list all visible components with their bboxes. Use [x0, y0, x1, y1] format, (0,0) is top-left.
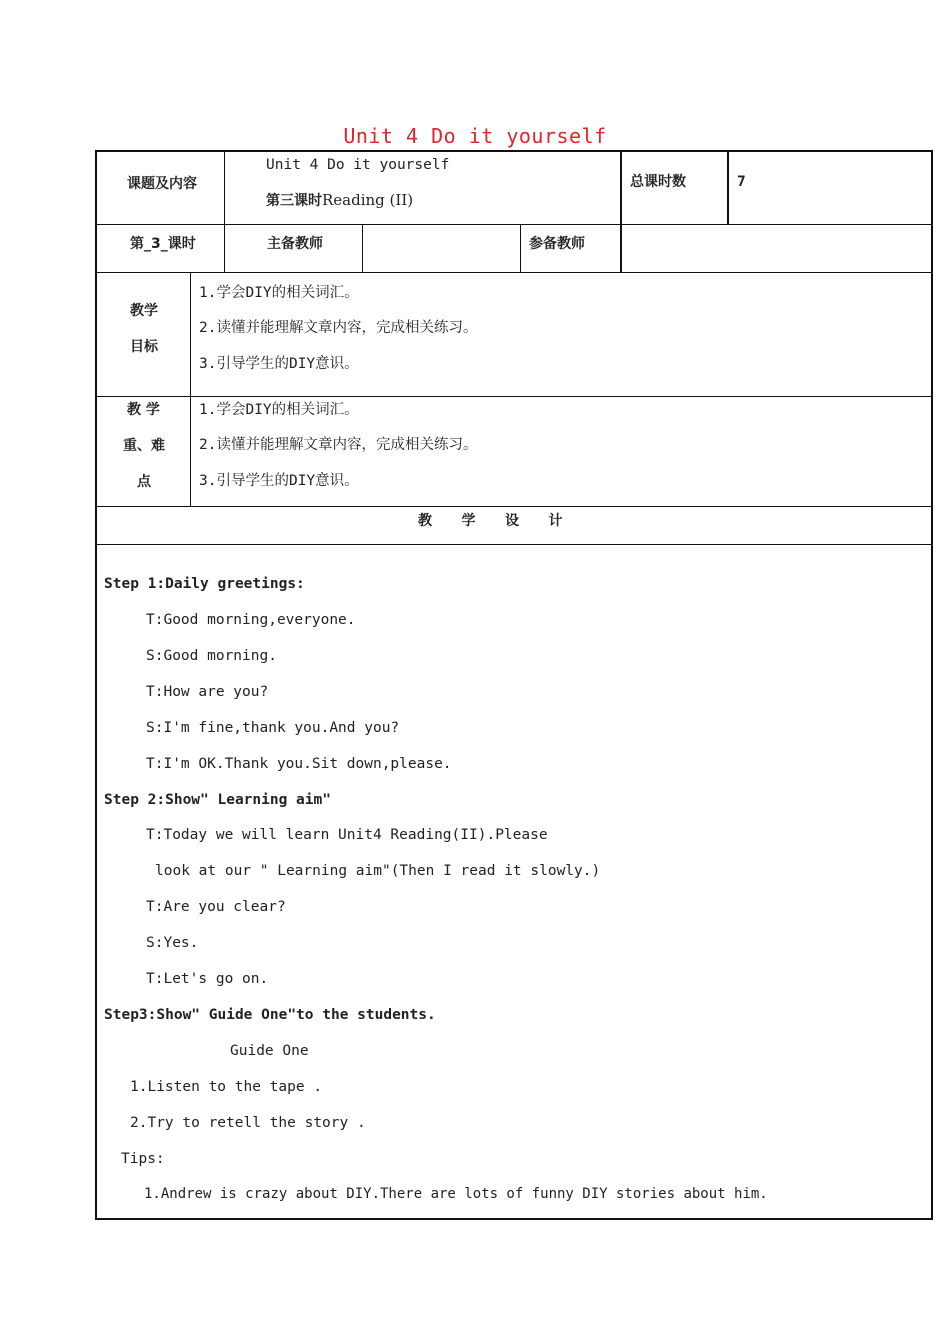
objective-item: 3.引导学生的DIY意识。: [199, 356, 359, 372]
lesson-number-label: 第_3_课时: [130, 236, 196, 252]
step-heading: Step 1:Daily greetings:: [104, 576, 305, 592]
dialogue-line: T:I'm OK.Thank you.Sit down,please.: [146, 756, 452, 772]
dialogue-line: S:Yes.: [146, 935, 199, 951]
col-divider: [620, 150, 622, 273]
dialogue-line: T:Let's go on.: [146, 971, 269, 987]
table-border-right: [931, 150, 933, 1220]
col-divider: [224, 224, 225, 273]
col-divider: [224, 150, 225, 225]
guide-item: 1.Listen to the tape .: [130, 1079, 323, 1095]
total-hours-label: 总课时数: [630, 174, 686, 190]
objectives-label-1: 教学: [130, 303, 158, 319]
col-divider: [520, 224, 521, 273]
dialogue-line: S:I'm fine,thank you.And you?: [146, 720, 400, 736]
tips-label: Tips:: [121, 1151, 165, 1167]
dialogue-line: T:How are you?: [146, 684, 269, 700]
guide-item: 2.Try to retell the story .: [130, 1115, 366, 1131]
step-heading: Step 2:Show" Learning aim": [104, 792, 331, 808]
table-border-top: [95, 150, 933, 152]
col-divider: [727, 150, 729, 225]
keypoints-label-1: 教 学: [127, 402, 160, 418]
main-teacher-label: 主备教师: [267, 236, 323, 252]
subject-line2-cn: 第三课时: [266, 193, 322, 209]
row-divider: [95, 544, 933, 545]
col-divider: [362, 224, 363, 273]
row-divider: [95, 272, 933, 273]
dialogue-line: look at our " Learning aim"(Then I read it slowly.): [155, 863, 601, 879]
keypoint-item: 2.读懂并能理解文章内容，完成相关练习。: [199, 437, 478, 453]
subject-line1: Unit 4 Do it yourself: [266, 157, 450, 173]
assist-teacher-label: 参备教师: [529, 236, 585, 252]
keypoints-label-2: 重、难: [123, 438, 165, 454]
subject-line2: [266, 190, 413, 211]
subject-line2-en: Reading (II): [322, 191, 414, 209]
objectives-label-2: 目标: [130, 339, 158, 355]
tip-item: 1.Andrew is crazy about DIY.There are lots of funny DIY stories about him.: [144, 1186, 768, 1202]
row-divider: [95, 506, 933, 507]
col-divider: [190, 272, 191, 507]
dialogue-line: T:Good morning,everyone.: [146, 612, 356, 628]
keypoint-item: 1.学会DIY的相关词汇。: [199, 402, 359, 418]
step-heading: Step3:Show" Guide One"to the students.: [104, 1007, 436, 1023]
dialogue-line: T:Today we will learn Unit4 Reading(II).Please: [146, 827, 548, 843]
dialogue-line: T:Are you clear?: [146, 899, 286, 915]
subject-label: 课题及内容: [127, 176, 197, 192]
row-divider: [95, 396, 933, 397]
objective-item: 1.学会DIY的相关词汇。: [199, 285, 359, 301]
design-header: 教 学 设 计: [418, 513, 565, 529]
dialogue-line: S:Good morning.: [146, 648, 277, 664]
keypoints-label-3: 点: [137, 474, 151, 490]
total-hours-value: 7: [737, 174, 746, 190]
table-border-bottom: [95, 1218, 933, 1220]
document-title: Unit 4 Do it yourself: [343, 124, 607, 148]
row-divider: [95, 224, 933, 225]
keypoint-item: 3.引导学生的DIY意识。: [199, 473, 359, 489]
objective-item: 2.读懂并能理解文章内容，完成相关练习。: [199, 320, 478, 336]
guide-title: Guide One: [230, 1043, 309, 1059]
table-border-left: [95, 150, 97, 1220]
